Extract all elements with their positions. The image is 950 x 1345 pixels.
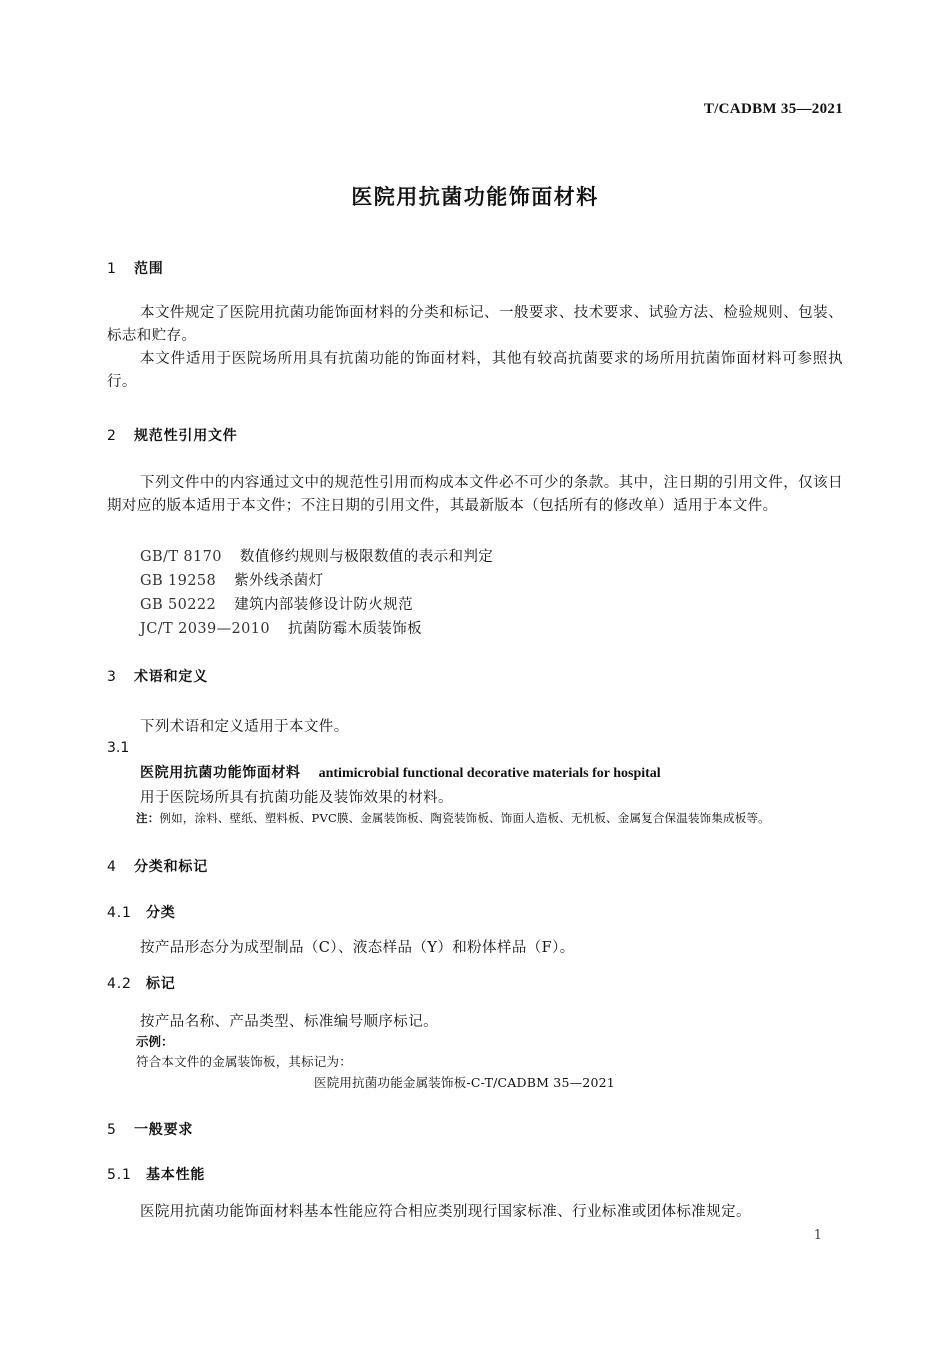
section-title: 标记 xyxy=(146,976,176,992)
example-mark: 医院用抗菌功能金属装饰板-C-T/CADBM 35—2021 xyxy=(314,1075,615,1090)
document-title: 医院用抗菌功能饰面材料 xyxy=(351,185,599,209)
term-number: 3.1 xyxy=(107,740,130,756)
reference-item xyxy=(140,593,413,614)
section-title: 术语和定义 xyxy=(134,669,208,685)
section-1-paragraph-1: 本文件规定了医院用抗菌功能饰面材料的分类和标记、一般要求、技术要求、试验方法、检验规则、包装、标志和贮存。 xyxy=(107,305,843,344)
term-entry xyxy=(140,762,661,782)
section-1-heading xyxy=(107,258,164,278)
section-4-1-paragraph: 按产品形态分为成型制品（C）、液态样品（Y）和粉体样品（F）。 xyxy=(140,940,575,956)
section-2-paragraph-1: 下列文件中的内容通过文中的规范性引用而构成本文件必不可少的条款。其中，注日期的引用文件，仅该日期对应的版本适用于本文件；不注日期的引用文件，其最新版本（包括所有的修改单）适用于本文件。 xyxy=(107,475,843,514)
reference-code: JC/T 2039—2010 xyxy=(140,621,270,637)
section-number: 1 xyxy=(107,261,117,277)
term-definition: 用于医院场所具有抗菌功能及装饰效果的材料。 xyxy=(140,790,453,806)
section-number: 4.1 xyxy=(107,905,132,921)
note-label: 注： xyxy=(136,811,160,825)
section-number: 2 xyxy=(107,428,117,444)
reference-name: 抗菌防霉木质装饰板 xyxy=(287,621,423,637)
example-label: 示例： xyxy=(136,1034,174,1049)
section-number: 4.2 xyxy=(107,976,132,992)
section-3-heading xyxy=(107,666,208,686)
reference-item xyxy=(140,569,324,590)
term-note xyxy=(136,810,770,826)
reference-code: GB 19258 xyxy=(140,573,217,589)
page-number: 1 xyxy=(813,1228,822,1243)
reference-item xyxy=(140,545,493,566)
section-title: 范围 xyxy=(134,261,164,277)
reference-name: 建筑内部装修设计防火规范 xyxy=(234,597,413,613)
section-4-1-heading xyxy=(107,902,176,922)
section-title: 一般要求 xyxy=(134,1122,194,1138)
section-number: 3 xyxy=(107,669,117,685)
reference-name: 紫外线杀菌灯 xyxy=(234,573,324,589)
section-title: 基本性能 xyxy=(146,1167,206,1183)
term-english: antimicrobial functional decorative materials for hospital xyxy=(318,766,661,781)
section-title: 分类 xyxy=(146,905,176,921)
section-number: 4 xyxy=(107,859,117,875)
section-2-heading xyxy=(107,425,238,445)
section-5-heading xyxy=(107,1119,193,1139)
section-1-paragraph-2: 本文件适用于医院场所用具有抗菌功能的饰面材料，其他有较高抗菌要求的场所用抗菌饰面材料可参照执行。 xyxy=(107,351,843,390)
note-text: 例如，涂料、壁纸、塑料板、PVC膜、金属装饰板、陶瓷装饰板、饰面人造板、无机板、金属复合保温装饰集成板等。 xyxy=(159,811,770,825)
section-title: 规范性引用文件 xyxy=(134,428,238,444)
term-chinese: 医院用抗菌功能饰面材料 xyxy=(140,765,301,781)
section-3-paragraph-1: 下列术语和定义适用于本文件。 xyxy=(140,719,349,735)
reference-code: GB 50222 xyxy=(140,597,217,613)
section-4-2-heading xyxy=(107,973,176,993)
section-4-2-paragraph: 按产品名称、产品类型、标准编号顺序标记。 xyxy=(140,1014,438,1030)
reference-code: GB/T 8170 xyxy=(140,549,222,565)
section-5-1-heading xyxy=(107,1164,205,1184)
reference-name: 数值修约规则与极限数值的表示和判定 xyxy=(239,549,494,565)
section-number: 5.1 xyxy=(107,1167,132,1183)
section-4-heading xyxy=(107,856,208,876)
section-title: 分类和标记 xyxy=(134,859,208,875)
section-number: 5 xyxy=(107,1122,117,1138)
example-text: 符合本文件的金属装饰板，其标记为： xyxy=(136,1054,352,1069)
standard-number: T/CADBM 35—2021 xyxy=(703,101,843,117)
reference-item xyxy=(140,617,422,638)
section-5-1-paragraph: 医院用抗菌功能饰面材料基本性能应符合相应类别现行国家标准、行业标准或团体标准规定。 xyxy=(140,1204,751,1220)
